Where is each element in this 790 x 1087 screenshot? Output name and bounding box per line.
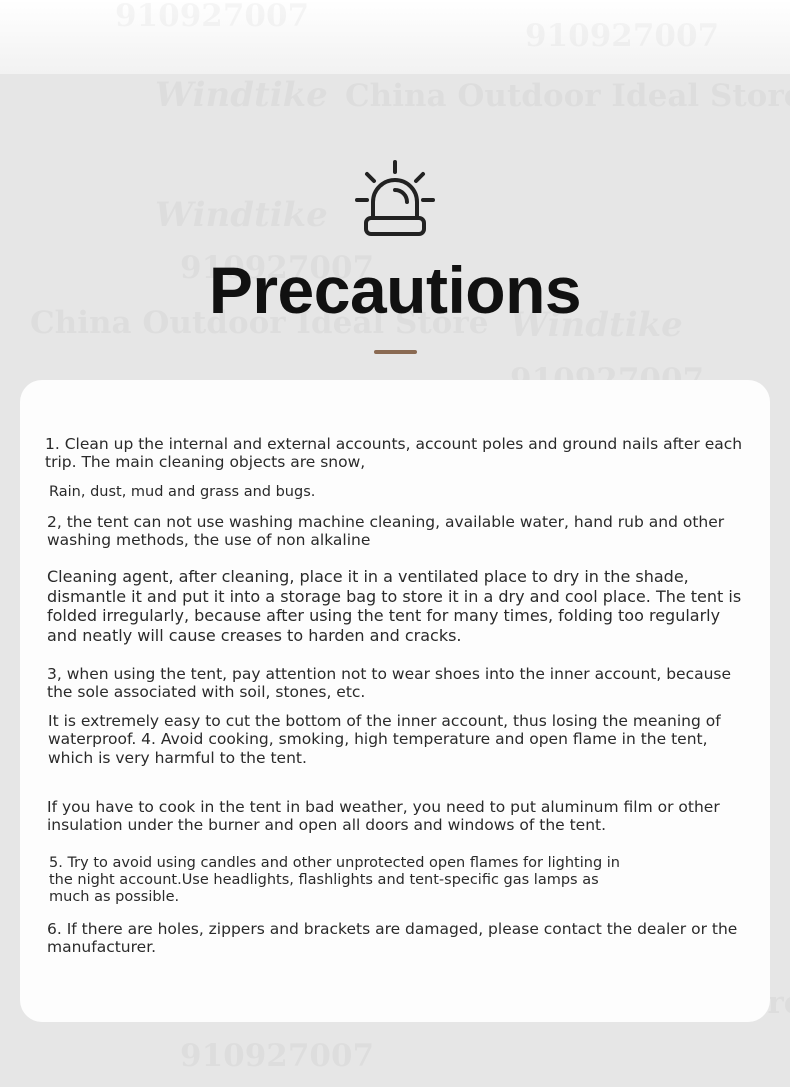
paragraph-5: 3, when using the tent, pay attention not to wear shoes into the inner account, because the sole associated with soil, stones, etc. [47, 665, 732, 702]
paragraph-1: 1. Clean up the internal and external accounts, account poles and ground nails after each trip. The main cleaning objects are snow, [45, 435, 743, 472]
watermark-store [345, 78, 790, 114]
paragraph-8: 5. Try to avoid using candles and other unprotected open flames for lighting in the night account.Use headlights, flashlights and tent-specific gas lamps as much as possible. [49, 855, 620, 906]
paragraph-7: If you have to cook in the tent in bad weather, you need to put aluminum film or other insulation under the burner and open all doors and windows of the tent. [47, 798, 720, 835]
alarm-siren-icon [353, 158, 437, 240]
title-underline [374, 350, 417, 354]
page-title: Precautions [208, 253, 582, 327]
paragraph-3: 2, the tent can not use washing machine cleaning, available water, hand rub and other washing methods, the use of non alkaline [47, 513, 725, 550]
paragraph-6: It is extremely easy to cut the bottom of the inner account, thus losing the meaning of waterproof. 4. Avoid cooking, smoking, high temperature and open flame in the tent, which is very harmful to the tent. [48, 712, 721, 767]
watermark-logo [155, 195, 328, 235]
paragraph-2: Rain, dust, mud and grass and bugs. [49, 484, 316, 500]
top-band [0, 0, 790, 74]
paragraph-9: 6. If there are holes, zippers and brackets are damaged, please contact the dealer or the manufacturer. [47, 920, 738, 957]
watermark-logo [155, 75, 328, 115]
watermark-number [180, 1038, 374, 1074]
paragraph-4: Cleaning agent, after cleaning, place it in a ventilated place to dry in the shade, dismantle it and put it into a storage bag to store it in a dry and cool place. The tent is folded irregularly, because after using the tent for many times, folding too regularly and neatly will cause creases to harden and cracks. [47, 567, 742, 646]
